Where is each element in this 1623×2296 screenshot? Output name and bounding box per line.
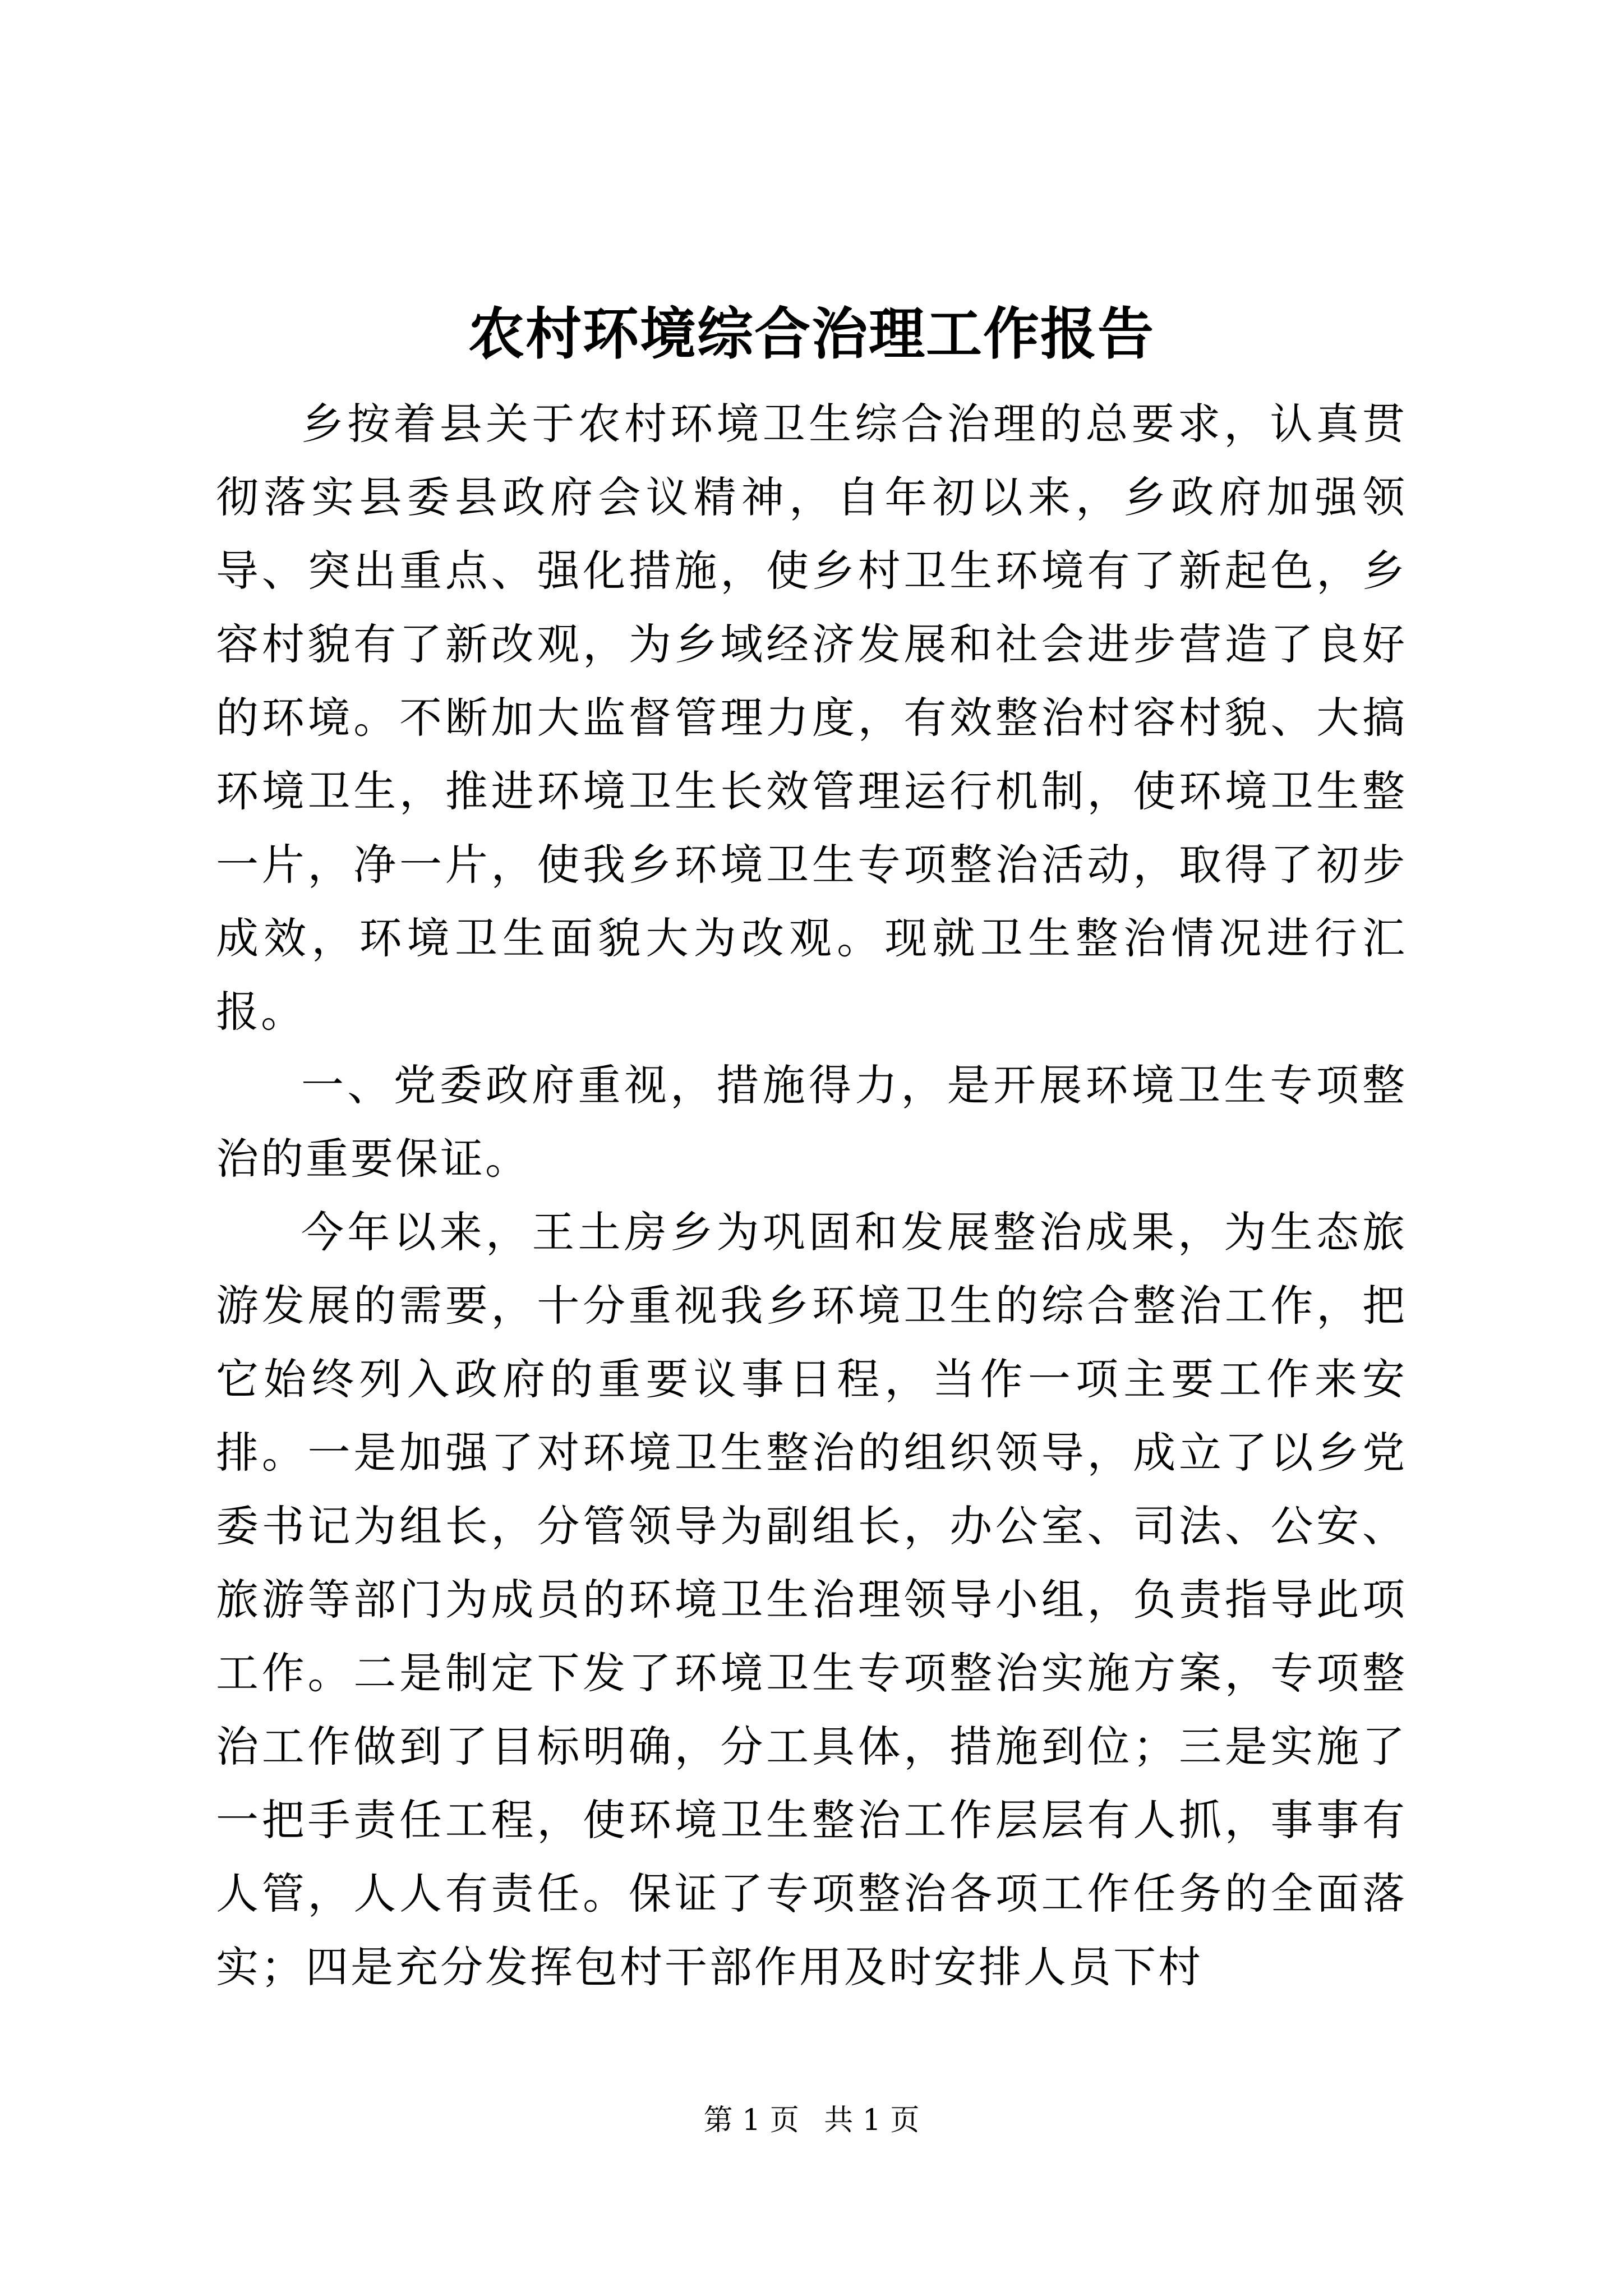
document-body bbox=[216, 387, 1407, 2004]
page-number: 第 1 页 bbox=[703, 2104, 799, 2137]
body-paragraph-section-heading: 一、党委政府重视，措施得力，是开展环境卫生专项整治的重要保证。 bbox=[216, 1060, 1407, 1184]
body-paragraph-intro: 乡按着县关于农村环境卫生综合治理的总要求，认真贯彻落实县委县政府会议精神，自年初以来，乡政府加强领导、突出重点、强化措施，使乡村卫生环境有了新起色，乡容村貌有了新改观，为乡域经济发展和社会进步营造了良好的环境。不断加大监督管理力度，有效整治村容村貌、大搞环境卫生，推进环境卫生长效管理运行机制，使环境卫生整一片，净一片，使我乡环境卫生专项整治活动，取得了初步成效，环境卫生面貌大为改观。现就卫生整治情况进行汇报。 bbox=[216, 399, 1407, 1037]
body-paragraph-measures: 今年以来，王土房乡为巩固和发展整治成果，为生态旅游发展的需要，十分重视我乡环境卫生的综合整治工作，把它始终列入政府的重要议事日程，当作一项主要工作来安排。一是加强了对环境卫生整治的组织领导，成立了以乡党委书记为组长，分管领导为副组长，办公室、司法、公安、旅游等部门为成员的环境卫生治理领导小组，负责指导此项工作。二是制定下发了环境卫生专项整治实施方案，专项整治工作做到了目标明确，分工具体，措施到位；三是实施了一把手责任工程，使环境卫生整治工作层层有人抓，事事有人管，人人有责任。保证了专项整治各项工作任务的全面落实；四是充分发挥包村干部作用及时安排人员下村 bbox=[216, 1207, 1407, 1992]
page-footer bbox=[0, 2101, 1623, 2140]
document-title: 农村环境综合治理工作报告 bbox=[468, 301, 1155, 367]
page-total: 共 1 页 bbox=[824, 2104, 920, 2137]
